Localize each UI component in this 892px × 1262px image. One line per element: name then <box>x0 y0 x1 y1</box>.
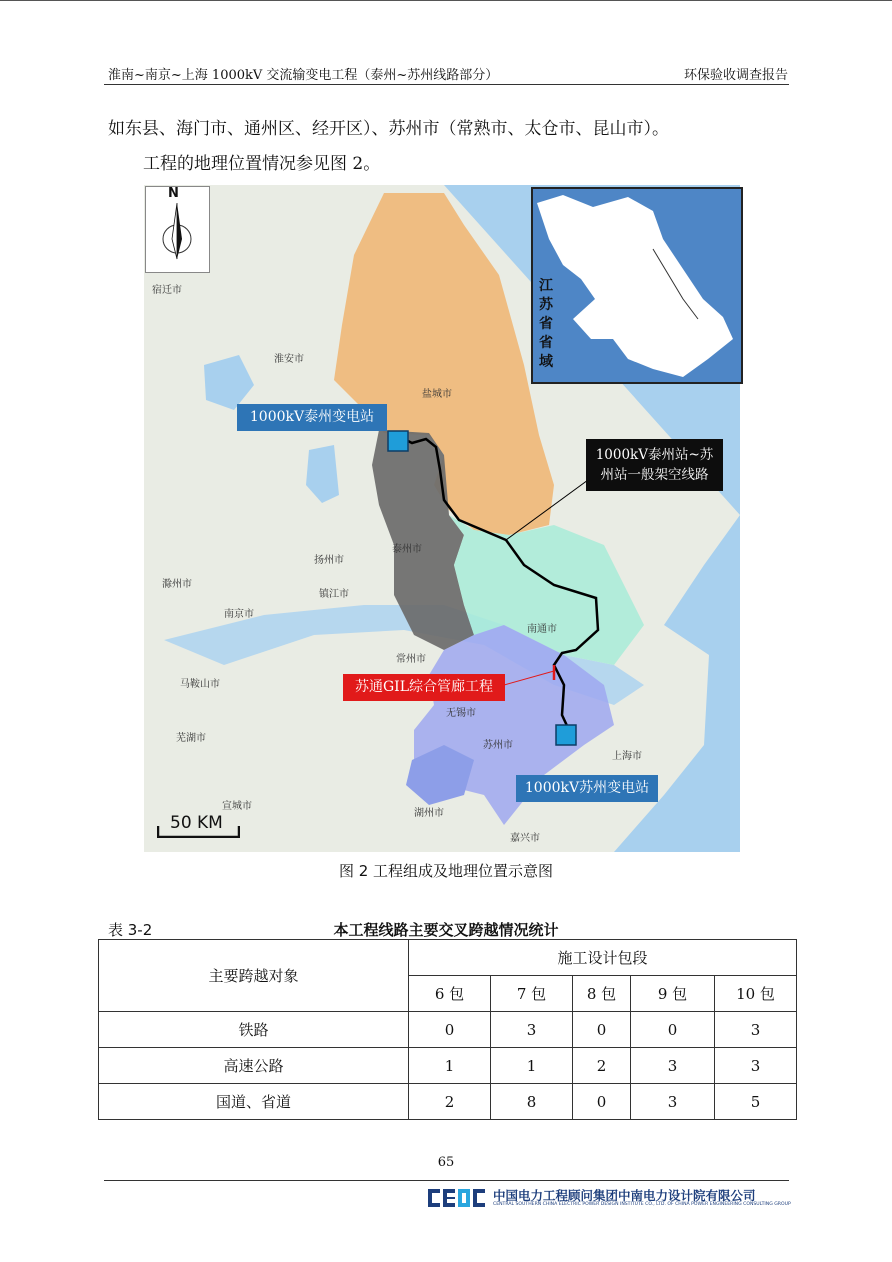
cell: 2 <box>409 1084 491 1120</box>
page-number: 65 <box>437 1155 455 1170</box>
row-name: 铁路 <box>99 1012 409 1048</box>
map-place: 泰州市 <box>392 544 422 555</box>
group-header-cell: 施工设计包段 <box>409 940 797 976</box>
cell: 1 <box>409 1048 491 1084</box>
footer-rule <box>104 1180 789 1181</box>
map-place: 宿迁市 <box>152 285 182 296</box>
map-place: 滁州市 <box>162 579 192 590</box>
company-logo-icon <box>428 1187 488 1209</box>
map-place: 南通市 <box>527 624 557 635</box>
inset-label: 江苏省省域 <box>539 278 553 370</box>
crossing-table <box>98 939 797 1120</box>
company-name-en: CENTRAL SOUTHERN CHINA ELECTRIC POWER DESIGN INSTITUTE CO., LTD. OF CHINA POWER ENGINEERING CONSULTING GROUP <box>493 1202 791 1207</box>
map-place: 常州市 <box>396 654 426 665</box>
row-name: 高速公路 <box>99 1048 409 1084</box>
map-place: 镇江市 <box>319 589 349 600</box>
callout-suzhou-station: 1000kV苏州变电站 <box>516 775 658 802</box>
jiangsu-shape <box>537 195 733 377</box>
paragraph-cities: 如东县、海门市、通州区、经开区）、苏州市（常熟市、太仓市、昆山市）。 <box>108 119 669 139</box>
row-name: 国道、省道 <box>99 1084 409 1120</box>
cell: 3 <box>631 1084 715 1120</box>
company-name-cn: 中国电力工程顾问集团中南电力设计院有限公司 <box>493 1188 756 1203</box>
table-title: 本工程线路主要交叉跨越情况统计 <box>333 921 559 939</box>
cell: 0 <box>409 1012 491 1048</box>
callout-gil: 苏通GIL综合管廊工程 <box>343 674 505 701</box>
cell: 3 <box>631 1048 715 1084</box>
map-place: 无锡市 <box>446 708 476 719</box>
map-place: 扬州市 <box>314 555 344 566</box>
map-place: 上海市 <box>612 751 642 762</box>
column-header: 7 包 <box>491 976 573 1012</box>
table-row <box>99 1012 797 1048</box>
header-report-type: 环保验收调查报告 <box>683 68 788 83</box>
cell: 0 <box>573 1012 631 1048</box>
cell: 5 <box>715 1084 797 1120</box>
suzhou-station-marker <box>556 725 576 745</box>
map-place: 马鞍山市 <box>180 679 220 690</box>
column-header: 10 包 <box>715 976 797 1012</box>
table-label: 表 3-2 <box>108 921 153 939</box>
scale-label: 50 KM <box>170 813 223 833</box>
cell: 3 <box>491 1012 573 1048</box>
table-row <box>99 1084 797 1120</box>
cell: 8 <box>491 1084 573 1120</box>
callout-overhead-line-1: 1000kV泰州站~苏 <box>595 447 714 463</box>
header-rule <box>104 84 789 85</box>
map-place: 淮安市 <box>274 354 304 365</box>
column-header: 6 包 <box>409 976 491 1012</box>
map-place: 湖州市 <box>414 808 444 819</box>
column-header: 8 包 <box>573 976 631 1012</box>
cell: 3 <box>715 1048 797 1084</box>
cell: 2 <box>573 1048 631 1084</box>
cell: 0 <box>573 1084 631 1120</box>
column-header: 9 包 <box>631 976 715 1012</box>
taizhou-station-marker <box>388 431 408 451</box>
callout-overhead-line-2: 州站一般架空线路 <box>600 467 709 483</box>
callout-overhead-line <box>586 439 723 491</box>
cell: 3 <box>715 1012 797 1048</box>
table-header-row <box>99 940 797 976</box>
row-header-cell: 主要跨越对象 <box>99 940 409 1012</box>
figure-caption: 图 2 工程组成及地理位置示意图 <box>338 862 554 880</box>
top-border <box>0 0 892 1</box>
paragraph-figure-ref: 工程的地理位置情况参见图 2。 <box>143 154 381 174</box>
map-place: 嘉兴市 <box>510 833 540 844</box>
map-place: 宣城市 <box>222 801 252 812</box>
cell: 0 <box>631 1012 715 1048</box>
map-place: 南京市 <box>224 609 254 620</box>
map-place: 盐城市 <box>422 389 452 400</box>
header-title: 淮南~南京~上海 1000kV 交流输变电工程（泰州~苏州线路部分） <box>108 68 499 83</box>
cell: 1 <box>491 1048 573 1084</box>
inset-canvas <box>533 189 741 382</box>
map-place: 苏州市 <box>483 740 513 751</box>
map-place: 芜湖市 <box>176 733 206 744</box>
compass-north-label: N <box>168 186 179 201</box>
table-row <box>99 1048 797 1084</box>
callout-taizhou-station: 1000kV泰州变电站 <box>237 404 387 431</box>
inset-map-jiangsu <box>531 187 743 384</box>
